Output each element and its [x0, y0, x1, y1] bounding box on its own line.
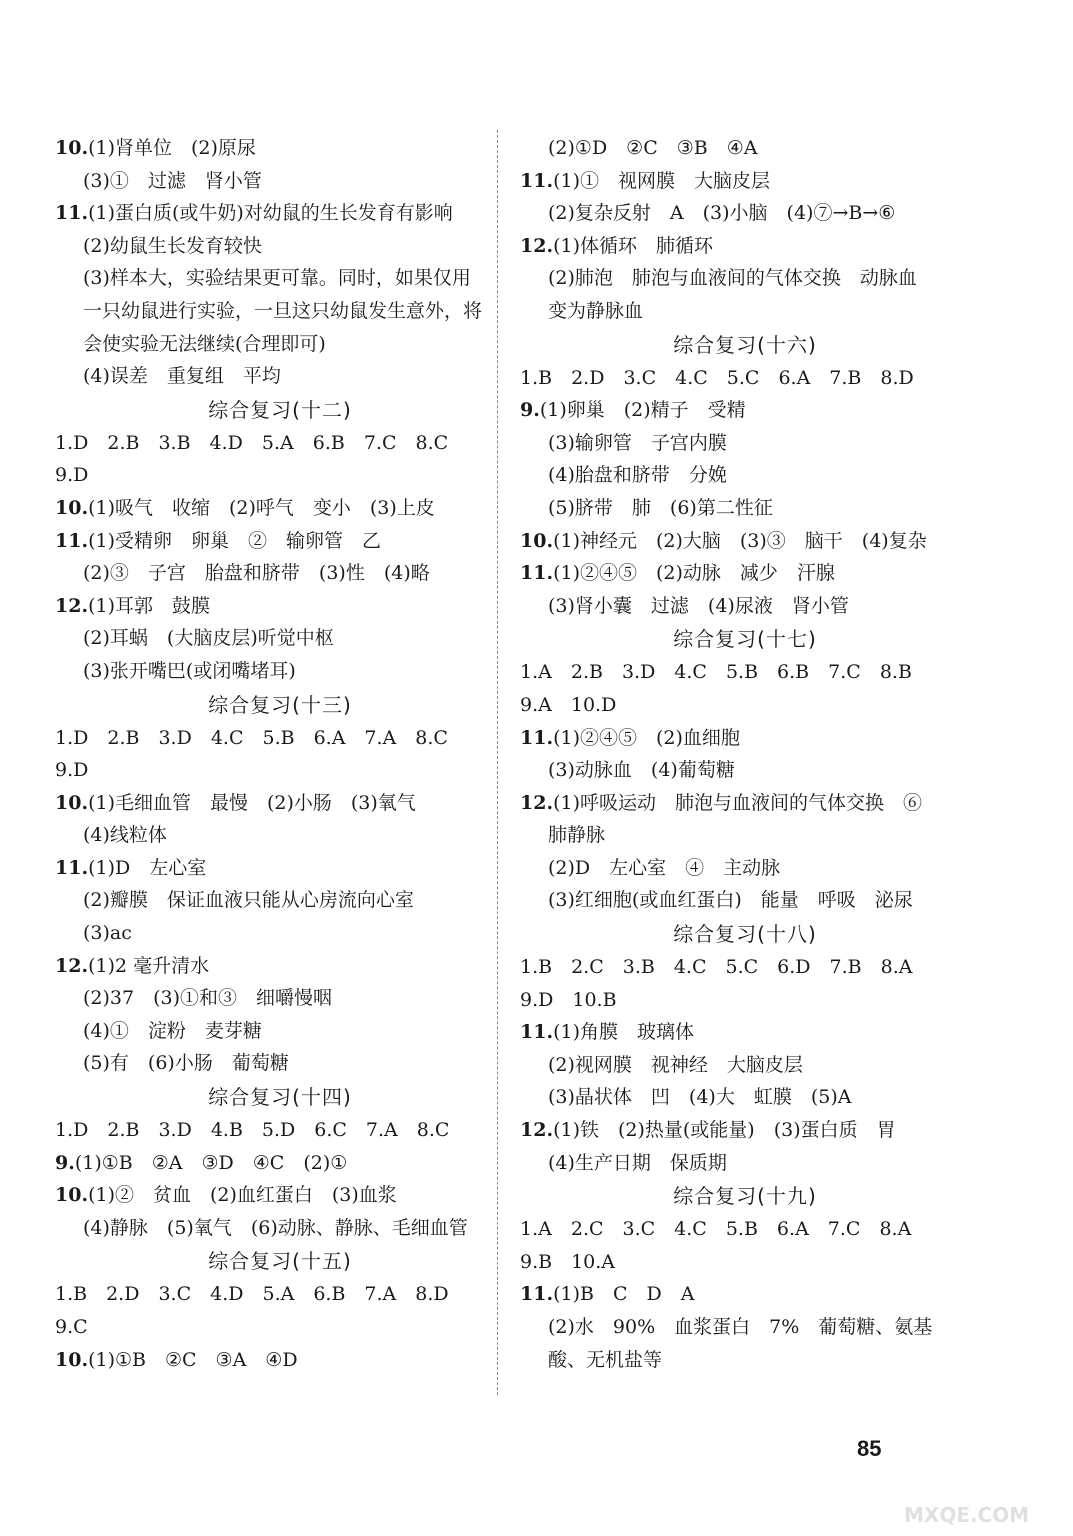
answer-text: (1)D 左心室 [88, 856, 207, 879]
answer-line: 1.D 2.B 3.D 4.C 5.B 6.A 7.A 8.C [55, 726, 448, 749]
answer-line: 1.B 2.D 3.C 4.C 5.C 6.A 7.B 8.D [520, 366, 914, 389]
question-number: 12. [520, 1119, 554, 1142]
answer-line: 1.A 2.C 3.C 4.C 5.B 6.A 7.C 8.A [520, 1218, 912, 1241]
answer-line: 1.D 2.B 3.B 4.D 5.A 6.B 7.C 8.C [55, 431, 449, 454]
answer-line: (3)ac [83, 922, 132, 945]
question-number: 11. [520, 1283, 554, 1306]
answer-line [55, 525, 505, 558]
answer-line: (3)肾小囊 过滤 (4)尿液 肾小管 [548, 594, 849, 617]
answer-text: (1)蛋白质(或牛奶)对幼鼠的生长发育有影响 [88, 202, 453, 225]
answer-line [520, 1114, 970, 1147]
answer-line: 1.B 2.D 3.C 4.D 5.A 6.B 7.A 8.D [55, 1283, 449, 1306]
answer-line: (2)D 左心室 ④ 主动脉 [548, 856, 781, 879]
answer-line: (3)晶状体 凹 (4)大 虹膜 (5)A [548, 1086, 852, 1109]
answer-line [520, 394, 970, 427]
answer-text: (1)体循环 肺循环 [553, 234, 713, 257]
answer-line [520, 1278, 970, 1311]
answer-line: (3)动脉血 (4)葡萄糖 [548, 759, 735, 782]
answer-line: 9.B 10.A [520, 1250, 616, 1273]
answer-line: (4)线粒体 [83, 824, 167, 847]
left-column [55, 132, 505, 1376]
answer-line [520, 230, 970, 263]
answer-line [55, 132, 505, 165]
answer-line: (4)① 淀粉 麦芽糖 [83, 1019, 262, 1042]
answer-line: (3)输卵管 子宫内膜 [548, 431, 727, 454]
answer-line: 1.D 2.B 3.D 4.B 5.D 6.C 7.A 8.C [55, 1119, 450, 1142]
section-heading: 综合复习(十二) [208, 397, 352, 422]
answer-line: (2)瓣膜 保证血液只能从心房流向心室 [83, 889, 414, 912]
section-heading: 综合复习(十八) [673, 922, 817, 947]
answer-line: (4)静脉 (5)氧气 (6)动脉、静脉、毛细血管 [83, 1216, 468, 1239]
answer-text: (1)肾单位 (2)原尿 [88, 137, 256, 159]
answer-line: (2)③ 子宫 胎盘和脐带 (3)性 (4)略 [83, 562, 430, 585]
column-divider [497, 130, 498, 1395]
question-number: 10. [55, 1348, 89, 1371]
answer-text: (1)毛细血管 最慢 (2)小肠 (3)氧气 [88, 791, 416, 814]
answer-line: (4)胎盘和脐带 分娩 [548, 464, 727, 487]
question-number: 11. [55, 529, 89, 552]
question-number: 11. [520, 562, 554, 585]
answer-line: 一只幼鼠进行实验，一旦这只幼鼠发生意外，将 [83, 299, 483, 322]
right-column [520, 132, 970, 1376]
answer-line: 9.C [55, 1316, 88, 1338]
answer-line: (4)生产日期 保质期 [548, 1151, 727, 1174]
answer-line: (3)样本大，实验结果更可靠。同时，如果仅用 [83, 267, 471, 290]
question-number: 12. [520, 791, 554, 814]
answer-line: (2)①D ②C ③B ④A [548, 137, 758, 159]
question-number: 10. [55, 1184, 89, 1207]
answer-text: (1)受精卵 卵巢 ② 输卵管 乙 [88, 529, 381, 552]
answer-line [55, 1179, 505, 1212]
question-number: 11. [520, 1021, 554, 1044]
answer-text: (1)①B ②A ③D ④C (2)① [74, 1151, 348, 1174]
question-number: 12. [55, 954, 89, 977]
answer-line: 1.B 2.C 3.B 4.C 5.C 6.D 7.B 8.A [520, 956, 913, 979]
question-number: 9. [520, 399, 540, 422]
answer-line [55, 197, 505, 230]
answer-line: 变为静脉血 [548, 299, 644, 322]
answer-line: (2)肺泡 肺泡与血液间的气体交换 动脉血 [548, 267, 917, 290]
question-number: 10. [55, 137, 89, 159]
question-number: 12. [520, 234, 554, 257]
answer-line [520, 525, 970, 558]
section-heading: 综合复习(十七) [673, 627, 817, 652]
answer-line: (2)复杂反射 A (3)小脑 (4)⑦→B→⑥ [548, 202, 896, 225]
answer-line [55, 950, 505, 983]
answer-line [55, 590, 505, 623]
section-heading: 综合复习(十六) [673, 332, 817, 357]
question-number: 9. [55, 1151, 75, 1174]
answer-line: (4)误差 重复组 平均 [83, 365, 281, 388]
answer-text: (1)② 贫血 (2)血红蛋白 (3)血浆 [88, 1184, 397, 1207]
answer-line [520, 787, 970, 820]
question-number: 11. [55, 202, 89, 225]
answer-line: 肺静脉 [548, 824, 606, 847]
answer-line [520, 722, 970, 755]
answer-text: (1)卵巢 (2)精子 受精 [539, 399, 746, 422]
answer-text: (1)呼吸运动 肺泡与血液间的气体交换 ⑥ [553, 791, 922, 814]
section-heading: 综合复习(十四) [208, 1085, 352, 1110]
question-number: 10. [520, 529, 554, 552]
answer-text: (1)吸气 收缩 (2)呼气 变小 (3)上皮 [88, 496, 435, 519]
answer-line: (2)耳蜗 (大脑皮层)听觉中枢 [83, 627, 334, 650]
answer-line [520, 165, 970, 198]
answer-line: (3)张开嘴巴(或闭嘴堵耳) [83, 659, 296, 682]
question-number: 12. [55, 594, 89, 617]
answer-line: (3)红细胞(或血红蛋白) 能量 呼吸 泌尿 [548, 889, 913, 912]
answer-line: (3)① 过滤 肾小管 [83, 169, 262, 192]
answer-text: (1)耳郭 鼓膜 [88, 594, 210, 617]
answer-text: (1)B C D A [553, 1283, 695, 1306]
answer-line: (2)幼鼠生长发育较快 [83, 234, 262, 257]
answer-line: 9.A 10.D [520, 693, 617, 716]
section-heading: 综合复习(十九) [673, 1184, 817, 1209]
answer-line: (5)脐带 肺 (6)第二性征 [548, 496, 773, 519]
question-number: 11. [520, 169, 554, 192]
answer-line [520, 1016, 970, 1049]
answer-line: 会使实验无法继续(合理即可) [83, 332, 326, 355]
answer-line [55, 852, 505, 885]
answer-line [55, 1344, 505, 1377]
question-number: 10. [55, 496, 89, 519]
answer-line: 1.A 2.B 3.D 4.C 5.B 6.B 7.C 8.B [520, 661, 912, 684]
section-heading: 综合复习(十三) [208, 692, 352, 717]
answer-line: 9.D [55, 759, 89, 782]
answer-text: (1)铁 (2)热量(或能量) (3)蛋白质 胃 [553, 1119, 896, 1142]
question-number: 11. [55, 856, 89, 879]
answer-text: (1)②④⑤ (2)血细胞 [553, 726, 740, 749]
answer-text: (1)角膜 玻璃体 [553, 1021, 694, 1044]
answer-line: 酸、无机盐等 [548, 1348, 663, 1371]
answer-line [55, 787, 505, 820]
answer-text: (1)2 毫升清水 [88, 954, 210, 977]
answer-line: (5)有 (6)小肠 葡萄糖 [83, 1052, 289, 1075]
answer-line [55, 492, 505, 525]
answer-line: 9.D 10.B [520, 988, 617, 1011]
section-heading: 综合复习(十五) [208, 1249, 352, 1274]
answer-line [520, 557, 970, 590]
answer-text: (1)① 视网膜 大脑皮层 [553, 169, 770, 192]
answer-line: (2)水 90% 血浆蛋白 7% 葡萄糖、氨基 [548, 1316, 933, 1338]
watermark-text: MXQE.COM [904, 1503, 1030, 1526]
answer-text: (1)神经元 (2)大脑 (3)③ 脑干 (4)复杂 [553, 529, 927, 552]
answer-line [55, 1147, 505, 1180]
question-number: 10. [55, 791, 89, 814]
watermark-logo [900, 1446, 1060, 1526]
answer-line: 9.D [55, 464, 89, 487]
answer-text: (1)①B ②C ③A ④D [88, 1348, 298, 1371]
question-number: 11. [520, 726, 554, 749]
page-number: 85 [857, 1436, 882, 1461]
answer-line: (2)37 (3)①和③ 细嚼慢咽 [83, 987, 333, 1010]
answer-line: (2)视网膜 视神经 大脑皮层 [548, 1053, 803, 1076]
answer-text: (1)②④⑤ (2)动脉 减少 汗腺 [553, 562, 835, 585]
